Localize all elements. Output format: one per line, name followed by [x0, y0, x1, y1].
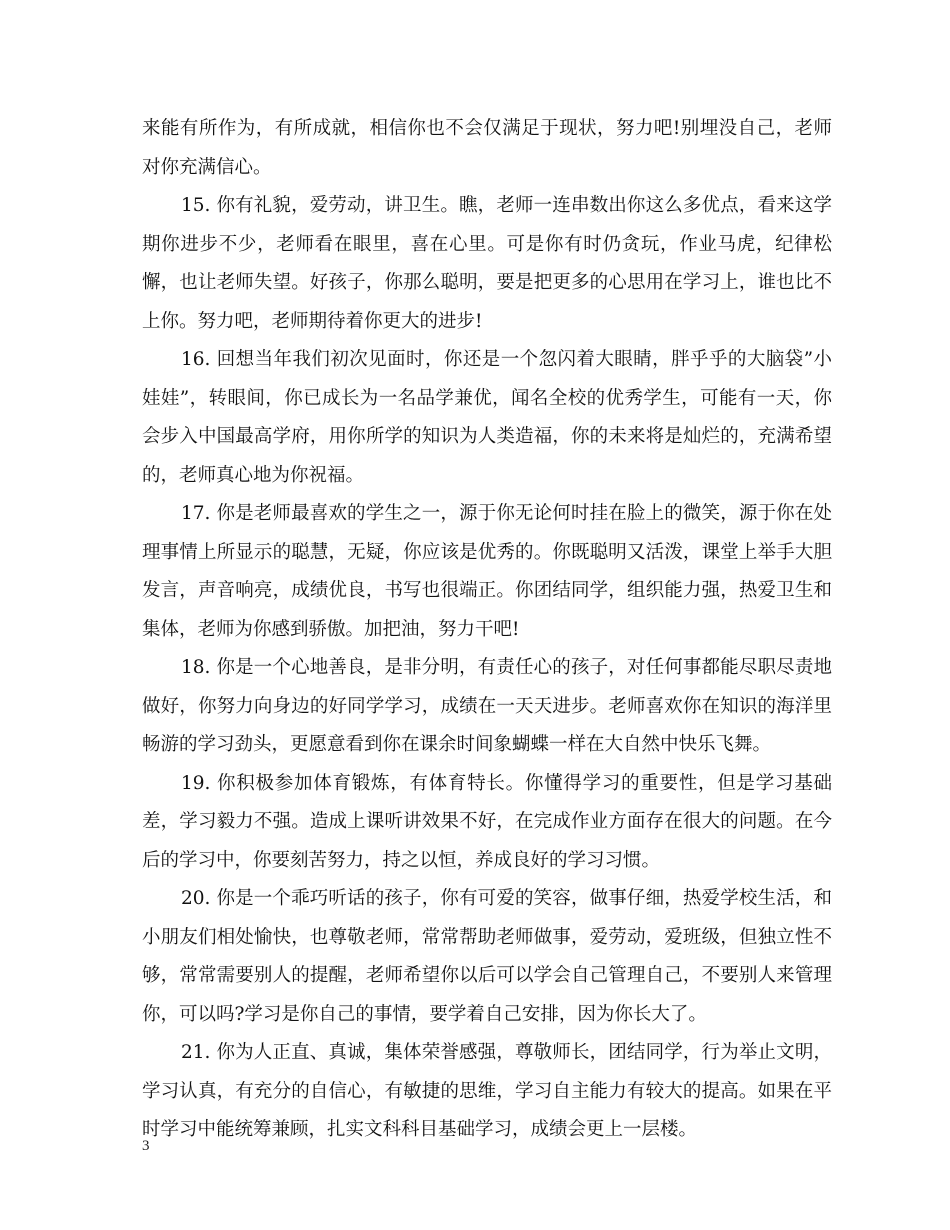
paragraph-item-16: 16. 回想当年我们初次见面时，你还是一个忽闪着大眼睛，胖乎乎的大脑袋”小娃娃”，转眼间，你已成长为一名品学兼优，闻名全校的优秀学生，可能有一天，你会步入中国最高学府，用你所学的知识为人类造福，你的未来将是灿烂的，充满希望的，老师真心地为你祝福。: [142, 349, 832, 486]
page-number: 3: [142, 1138, 150, 1154]
paragraph-continuation: 来能有所作为，有所成就，相信你也不会仅满足于现状，努力吧!别埋没自己，老师对你充满信心。: [142, 118, 832, 178]
paragraph-item-21: 21. 你为人正直、真诚，集体荣誉感强，尊敬师长，团结同学，行为举止文明，学习认真，有充分的自信心，有敏捷的思维，学习自主能力有较大的提高。如果在平时学习中能统筹兼顾，扎实文科科目基础学习，成绩会更上一层楼。: [142, 1042, 832, 1140]
paragraph-item-15: 15. 你有礼貌，爱劳动，讲卫生。瞧，老师一连串数出你这么多优点，看来这学期你进步不少，老师看在眼里，喜在心里。可是你有时仍贪玩，作业马虎，纪律松懈，也让老师失望。好孩子，你那么聪明，要是把更多的心思用在学习上，谁也比不上你。努力吧，老师期待着你更大的进步!: [142, 195, 832, 332]
document-body: [142, 110, 832, 1150]
paragraph-item-17: 17. 你是老师最喜欢的学生之一，源于你无论何时挂在脸上的微笑，源于你在处理事情上所显示的聪慧，无疑，你应该是优秀的。你既聪明又活泼，课堂上举手大胆发言，声音响亮，成绩优良，书写也很端正。你团结同学，组织能力强，热爱卫生和集体，老师为你感到骄傲。加把油，努力干吧!: [142, 503, 832, 640]
paragraph-item-19: 19. 你积极参加体育锻炼，有体育特长。你懂得学习的重要性，但是学习基础差，学习毅力不强。造成上课听讲效果不好，在完成作业方面存在很大的问题。在今后的学习中，你要刻苦努力，持之以恒，养成良好的学习习惯。: [142, 772, 832, 871]
paragraph-item-20: 20. 你是一个乖巧听话的孩子，你有可爱的笑容，做事仔细，热爱学校生活，和小朋友们相处愉快，也尊敬老师，常常帮助老师做事，爱劳动，爱班级，但独立性不够，常常需要别人的提醒，老师希望你以后可以学会自己管理自己，不要别人来管理你，可以吗?学习是你自己的事情，要学着自己安排，因为你长大了。: [142, 888, 832, 1025]
paragraph-item-18: 18. 你是一个心地善良，是非分明，有责任心的孩子，对任何事都能尽职尽责地做好，你努力向身边的好同学学习，成绩在一天天进步。老师喜欢你在知识的海洋里畅游的学习劲头，更愿意看到你在课余时间象蝴蝶一样在大自然中快乐飞舞。: [142, 657, 832, 755]
